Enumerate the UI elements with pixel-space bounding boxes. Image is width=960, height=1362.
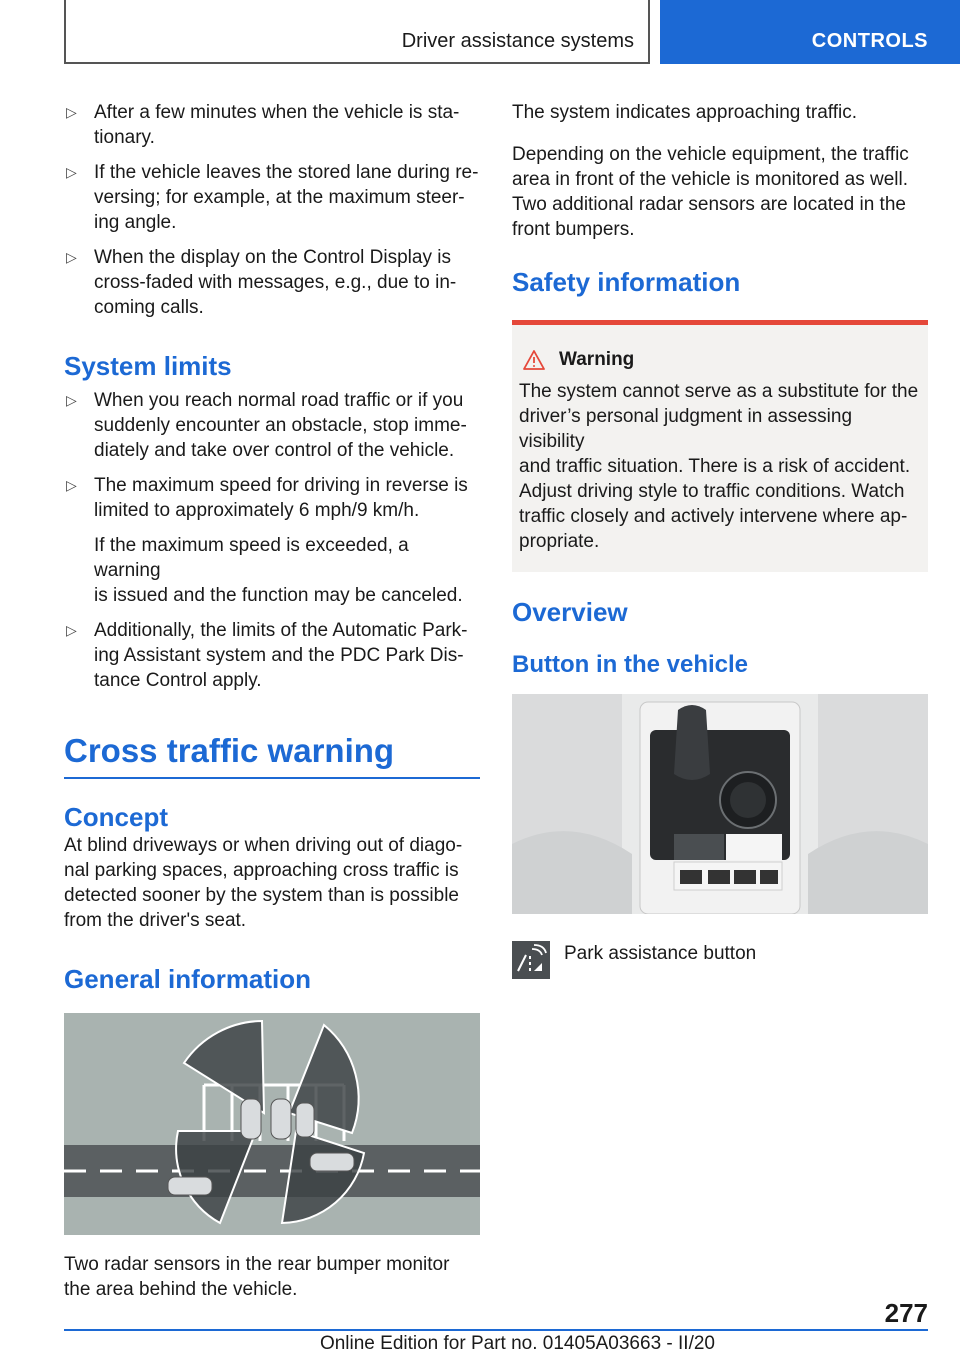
equipment-text: Depending on the vehicle equipment, the traffic area in front of the vehicle is monitored as well. Two additional radar sensors are located in the front bumpers.: [512, 144, 909, 240]
park-assist-legend: [512, 941, 928, 979]
header-section-box: [64, 0, 650, 64]
triangle-bullet-icon: ▷: [66, 104, 77, 120]
list-item-text: Additionally, the limits of the Automatic Park- ing Assistant system and the PDC Park Dis- tance Control apply.: [94, 620, 468, 691]
list-item-text: When you reach normal road traffic or if you suddenly encounter an obstacle, stop imme- diately and take over control of the vehicle.: [94, 390, 467, 461]
warning-text: The system cannot serve as a substitute for the driver’s personal judgment in assessing visibility and traffic situation. There is a risk of accident. Adjust driving style to traffic conditions. Watch traffic closely and actively intervene where ap- propriate.: [519, 381, 919, 552]
list-item-text: The maximum speed for driving in reverse is limited to approximately 6 mph/9 km/h.: [94, 475, 468, 521]
safety-information-heading: Safety information: [512, 267, 741, 297]
center-console-photo: [512, 694, 928, 919]
page-header: [0, 0, 960, 66]
warning-box: [512, 320, 928, 572]
list-item-subtext: If the maximum speed is exceeded, a warning is issued and the function may be canceled.: [94, 535, 463, 606]
park-assist-icon: [512, 941, 550, 979]
cross-traffic-illustration: [64, 1013, 480, 1240]
triangle-bullet-icon: ▷: [66, 477, 77, 493]
intro-text: The system indicates approaching traffic.: [512, 102, 857, 123]
triangle-bullet-icon: ▷: [66, 164, 77, 180]
concept-text: At blind driveways or when driving out of diago- nal parking spaces, approaching cross traffic is detected sooner by the system than is possible from the driver's seat.: [64, 835, 463, 931]
triangle-bullet-icon: ▷: [66, 392, 77, 408]
button-in-vehicle-heading: Button in the vehicle: [512, 651, 749, 678]
park-assist-label: Park assistance button: [564, 943, 757, 964]
header-chapter-tab[interactable]: [660, 0, 960, 64]
heading-rule: [64, 777, 480, 779]
list-item-text: When the display on the Control Display is cross-faded with messages, e.g., due to in- coming calls.: [94, 247, 457, 318]
triangle-bullet-icon: ▷: [66, 622, 77, 638]
list-item-text: If the vehicle leaves the stored lane during re- versing; for example, at the maximum steer- ing angle.: [94, 162, 479, 233]
list-item: [64, 100, 480, 150]
overview-heading: Overview: [512, 597, 628, 627]
left-column: [64, 100, 480, 1302]
warning-title: [519, 349, 922, 371]
system-limits-heading: System limits: [64, 351, 232, 381]
warning-triangle-icon: [523, 350, 545, 370]
footer-edition: Online Edition for Part no. 01405A03663 - II/20: [319, 1333, 715, 1354]
page-number: 277: [884, 1298, 928, 1328]
header-chapter-label: CONTROLS: [811, 30, 928, 52]
general-information-heading: General information: [64, 964, 312, 994]
list-item: [64, 473, 480, 608]
list-item-text: After a few minutes when the vehicle is sta- tionary.: [94, 102, 460, 148]
list-item: [64, 618, 480, 693]
list-item: [64, 245, 480, 320]
warning-label: Warning: [559, 349, 635, 370]
footer-rule: [64, 1329, 928, 1331]
triangle-bullet-icon: ▷: [66, 249, 77, 265]
list-item: [64, 160, 480, 235]
header-section-title: Driver assistance systems: [401, 30, 634, 52]
list-item: [64, 388, 480, 463]
figure-caption: Two radar sensors in the rear bumper monitor the area behind the vehicle.: [64, 1254, 450, 1300]
cross-traffic-heading: Cross traffic warning: [64, 732, 395, 769]
right-column: [512, 100, 928, 979]
concept-heading: Concept: [64, 802, 168, 832]
